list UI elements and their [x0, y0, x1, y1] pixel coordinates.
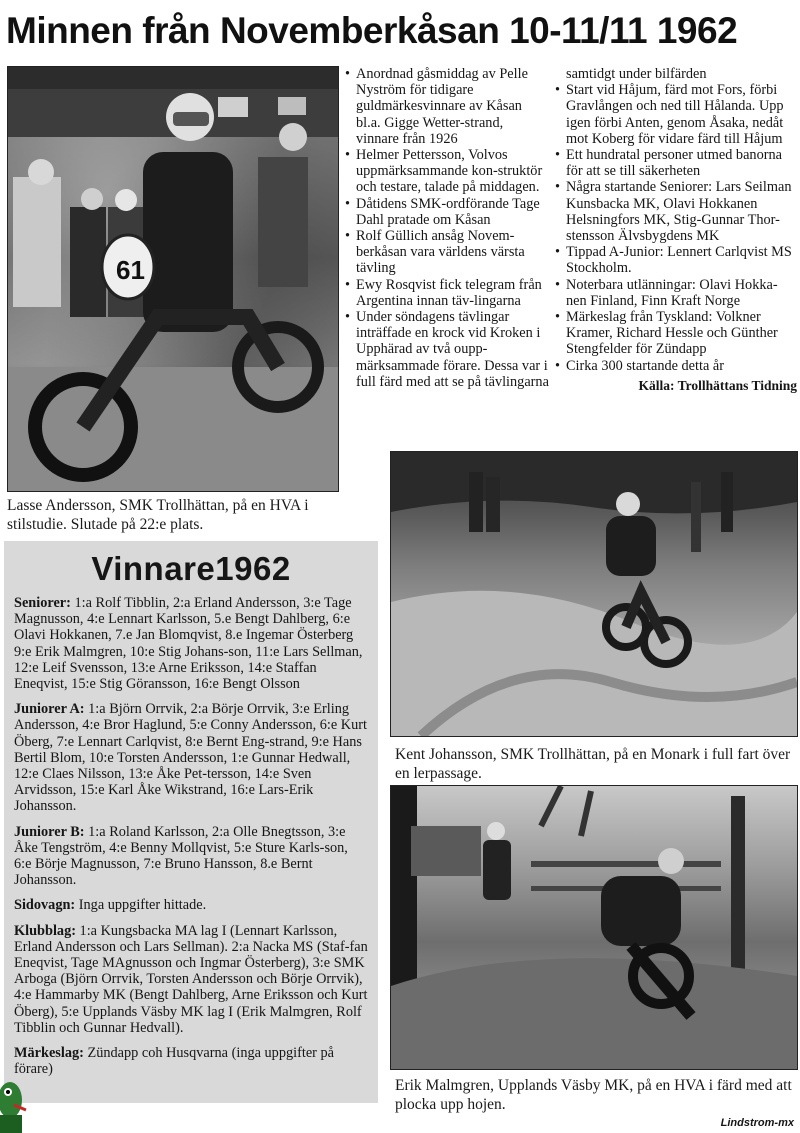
mascot-icon: [0, 1070, 28, 1133]
list-item: • Ett hundratal personer utmed banorna för att se till säkerheten: [555, 147, 797, 179]
winners-title: Vinnare1962: [91, 550, 291, 587]
page-title: Minnen från Novemberkåsan 10-11/11 1962: [6, 10, 738, 51]
winners-brand-teams: [14, 1045, 368, 1077]
list-item: • Under söndagens tävlingar inträffade en krock vid Kroken i Upphärad av två ouppmärksammade förare. Dessa var i full färd med att se på tävlingarna: [345, 309, 549, 390]
list-item: • Helmer Pettersson, Volvos uppmärksammande kon-struktör och testare, talade på middagen.: [345, 147, 549, 196]
list-item: • Anordnad gåsmiddag av Pelle Nyström för tidigare guldmärkesvinnare av Kåsan bl.a. Gigge Wetter-strand, vinnare från 1926: [345, 66, 549, 147]
winners-seniors: [14, 595, 368, 692]
photo-rider-61: [7, 66, 339, 492]
publisher-logo: Lindstrom-mx: [720, 1117, 794, 1129]
section-label: Klubblag:: [14, 922, 76, 939]
section-label: Juniorer A:: [14, 701, 85, 718]
section-text: 1:a Kungsbacka MA lag I (Lennart Karlsson, Erland Andersson och Lars Sellman). 2:a Nacka MS (Staf-fan Eneqvist, Tage MAgnusson och Ingmar Österberg), 3:e SMK Arboga (Björn Orrvik, Torsten Andersson och Börje Orrvik), 4:e Hammarby MK (Bengt Dahlberg, Arne Eriksson och Kurt Öberg), 5:e Upplands Väsby MK lag I (Erik Malmgren, Rolf Tibblin och Gunnar Hedvall).: [14, 922, 368, 1036]
photo-mud-rider-caption: Kent Johansson, SMK Trollhättan, på en Monark i full fart över en lerpassage.: [395, 746, 791, 782]
section-text: 1:a Roland Karlsson, 2:a Olle Bnegtsson, 3:e Åke Tengström, 4:e Benny Mollqvist, 5:e Sture Karls-son, 6:e Börje Magnusson, 7:e Bruno Hansson, 8.e Bernt Johansson.: [14, 823, 348, 889]
list-item: • Märkeslag från Tyskland: Volkner Kramer, Richard Hessle och Günther Stengfelder för Zündapp: [555, 309, 797, 358]
source-credit: Källa: Trollhättans Tidning: [638, 378, 797, 393]
photo-rider-61-icon: [8, 67, 338, 491]
section-label: Juniorer B:: [14, 823, 85, 840]
list-item: • Dåtidens SMK-ordförande Tage Dahl pratade om Kåsan: [345, 196, 549, 228]
section-text: Zündapp coh Husqvarna (inga uppgifter på förare): [14, 1045, 335, 1078]
photo-rider-lifting-bike-icon: [391, 786, 797, 1069]
list-item: • Ewy Rosqvist fick telegram från Argentina innan täv-lingarna: [345, 277, 549, 309]
section-text: 1:a Björn Orrvik, 2:a Börje Orrvik, 3:e Erling Andersson, 4:e Bror Haglund, 5:e Conny Andersson, 6:e Kurt Öberg, 7:e Lennart Carlqvist, 8:e Bernt Eng-strand, 9:e Hans Bertil Blom, 10:e Torsten Andersson, 1:e Gunnar Hedwall, 12:e Claes Nilsson, 13:e Åke Pet-tersson, 14:e Sven Arvidsson, 15:e Karl Åke Wikstrand, 16:e Lars-Erik Johansson.: [14, 701, 368, 815]
winners-club-teams: [14, 923, 368, 1036]
photo-rider-lifting-bike-caption: Erik Malmgren, Upplands Väsby MK, på en HVA i färd med att plocka upp hojen.: [395, 1077, 792, 1113]
section-label: Sidovagn:: [14, 897, 76, 914]
winners-box: [4, 541, 378, 1103]
winners-juniors-a: [14, 701, 368, 814]
section-label: Märkeslag:: [14, 1045, 84, 1062]
section-label: Seniorer:: [14, 595, 71, 611]
list-item-continued: samtidgt under bilfärden: [566, 66, 707, 82]
section-text: 1:a Rolf Tibblin, 2:a Erland Andersson, 3:e Tage Magnusson, 4:e Lennart Karlsson, 5.e Bengt Dahlberg, 6:e Olavi Hokkanen, 7.e Jan Blomqvist, 8.e Ingemar Österberg 9:e Erik Malmgren, 10:e Stig Johans-son, 11:e Lars Sellman, 12:e Leif Svensson, 13:e Arne Eriksson, 14:e Staffan Eneqvist, 15:e Stig Göransson, 16:e Bengt Olsson: [14, 595, 363, 693]
facts-list-right: [555, 66, 797, 374]
facts-list-left: [345, 66, 549, 390]
list-item: • Rolf Güllich ansåg Novem-berkåsan vara världens värsta tävling: [345, 228, 549, 277]
list-item: • Noterbara utlänningar: Olavi Hokka-nen Finland, Finn Kraft Norge: [555, 277, 797, 309]
list-item: • Start vid Håjum, färd mot Fors, förbi Gravlången och ned till Hålanda. Upp igen förbi Anten, genom Åsaka, nedåt mot Koberg för vidare färd till Håjum: [555, 82, 797, 147]
svg-text:61: 61: [116, 255, 145, 285]
list-item: • Tippad A-Junior: Lennert Carlqvist MS Stockholm.: [555, 244, 797, 276]
section-text: Inga uppgifter hittade.: [75, 897, 207, 914]
photo-mud-rider: [390, 451, 798, 737]
photo-mud-rider-icon: [391, 452, 797, 736]
list-item: • Några startande Seniorer: Lars Seilman Kunsbacka MK, Olavi Hokkanen Helsningfors MK, Stig-Gunnar Thor-stensson Älvsbygdens MK: [555, 179, 797, 244]
winners-sidecar: [14, 897, 368, 913]
photo-rider-lifting-bike: [390, 785, 798, 1070]
photo-rider-61-caption: Lasse Andersson, SMK Trollhättan, på en HVA i stilstudie. Slutade på 22:e plats.: [7, 497, 309, 533]
list-item: • Cirka 300 startande detta år: [555, 358, 797, 374]
winners-juniors-b: [14, 824, 368, 889]
